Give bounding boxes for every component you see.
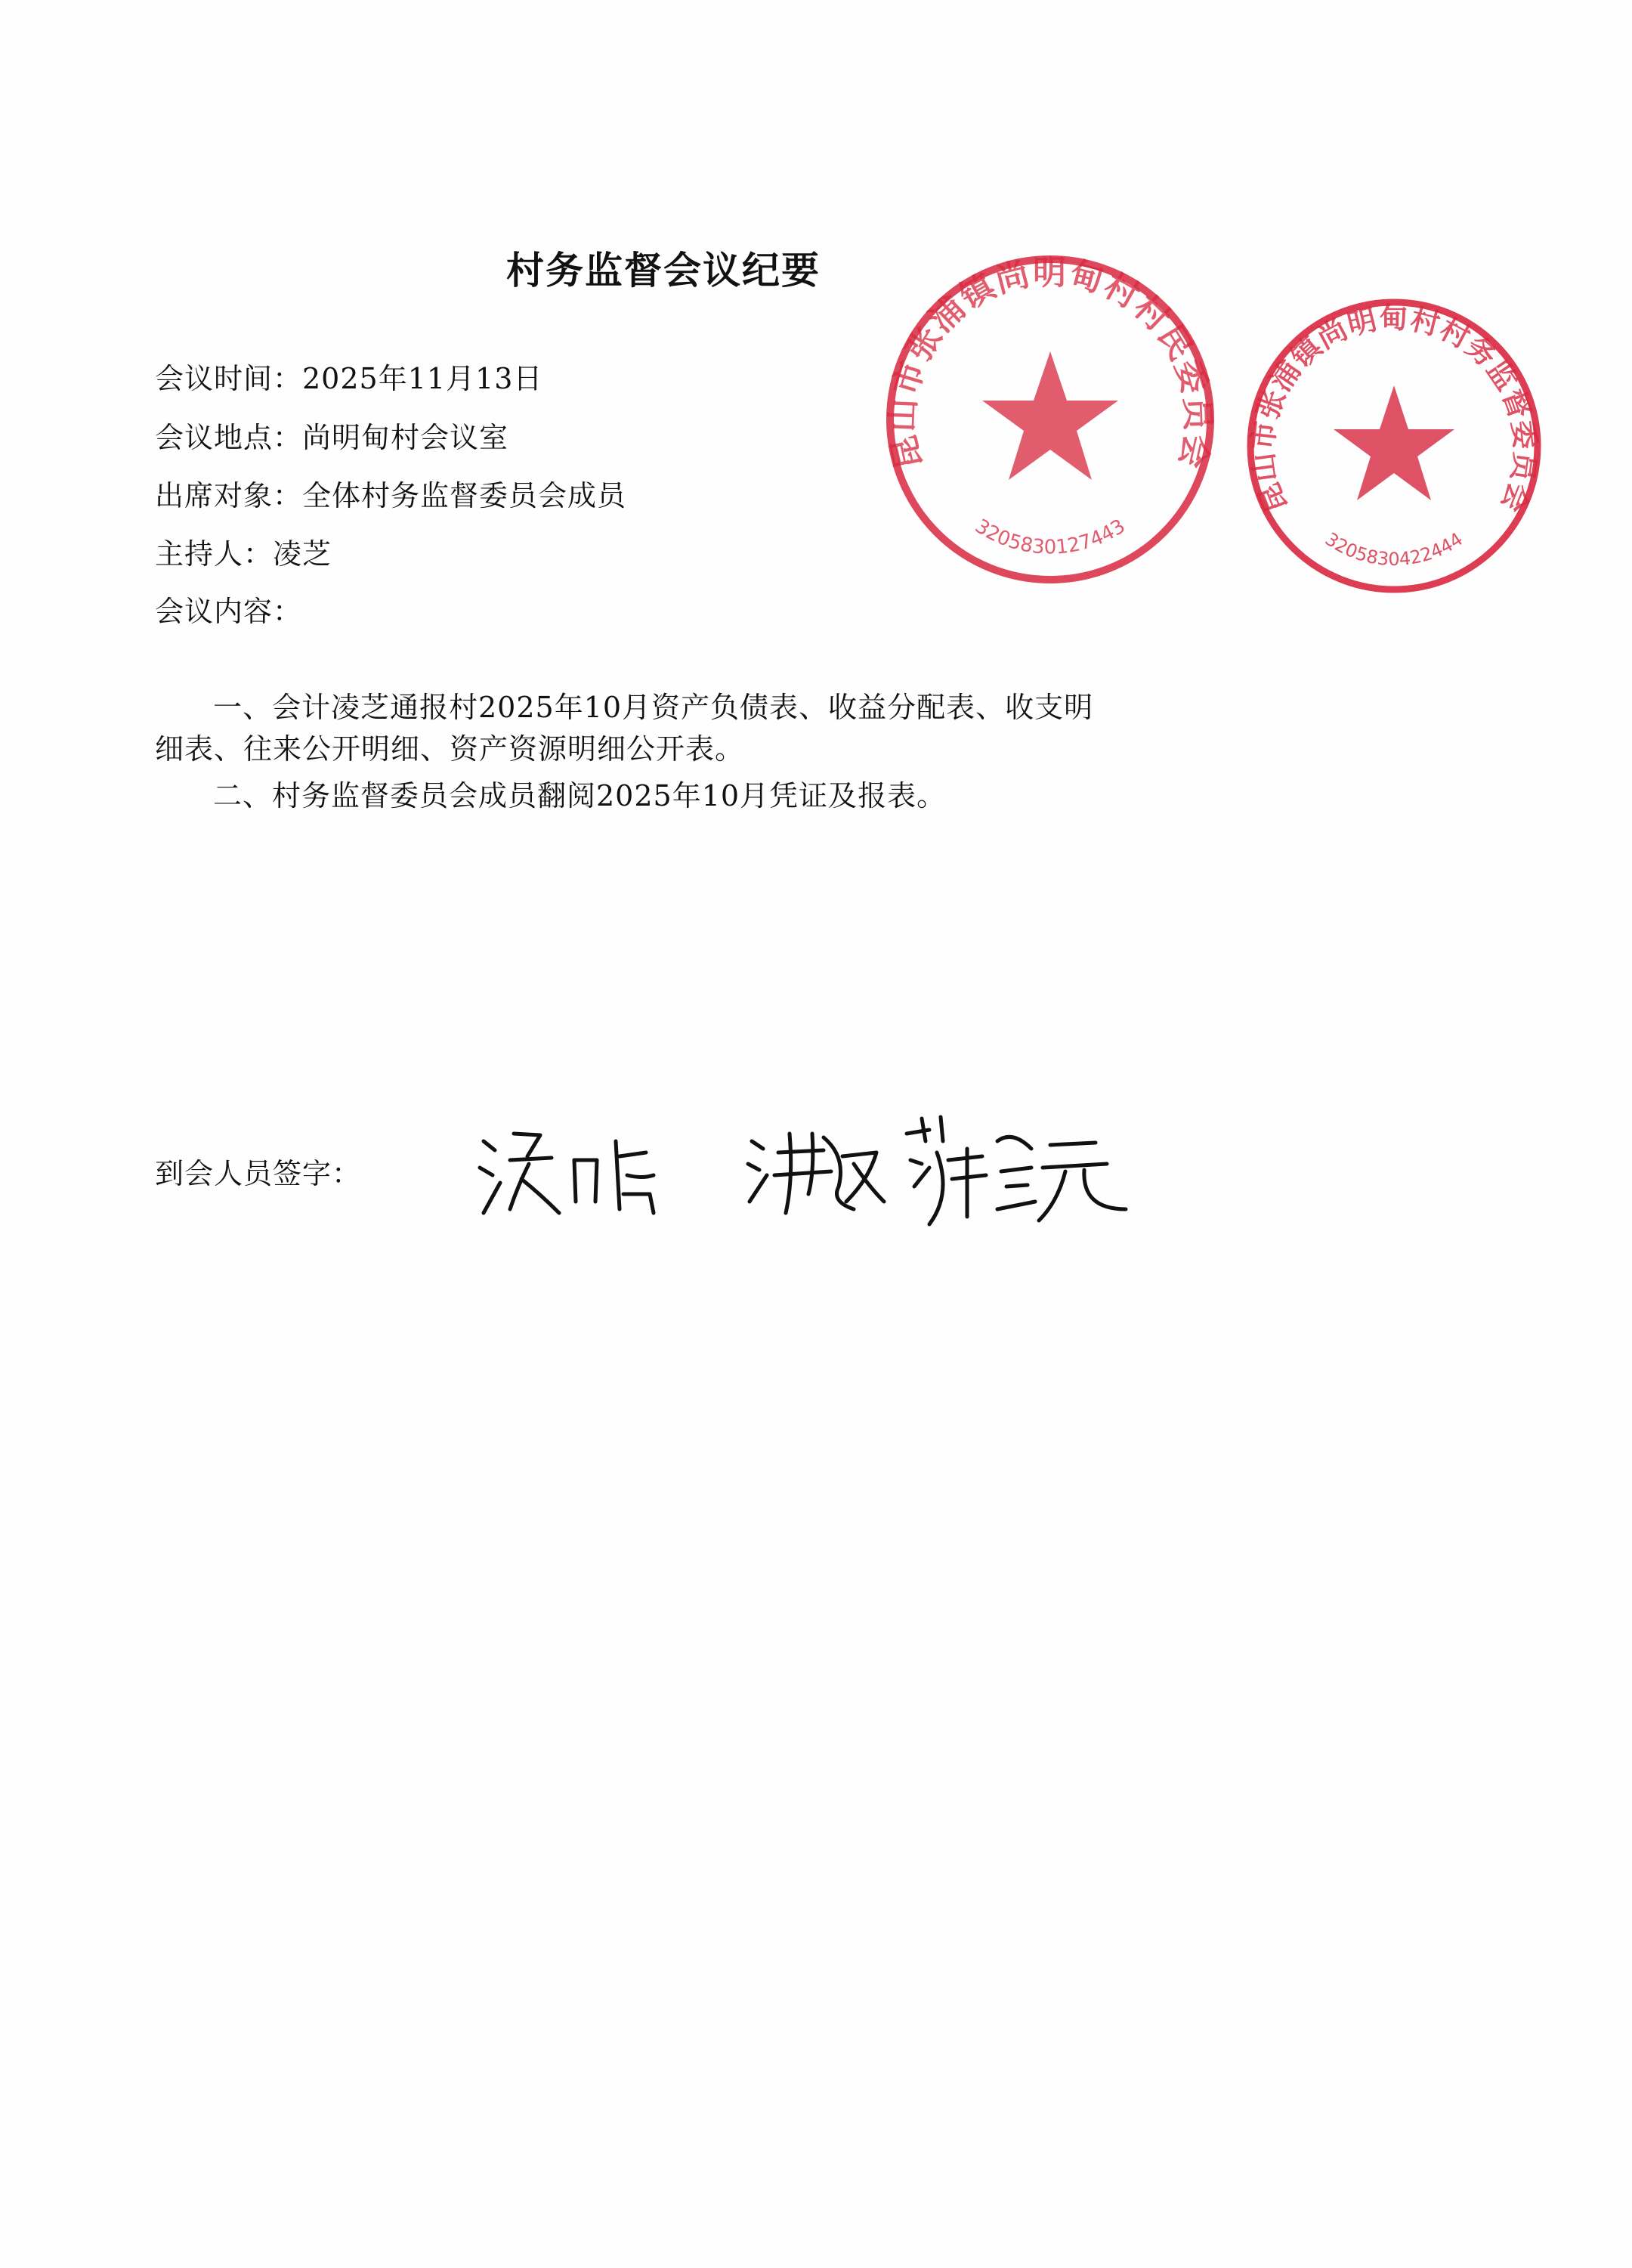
svg-text:3205830127443: 3205830127443: [971, 515, 1130, 559]
village-committee-stamp: [876, 246, 1224, 593]
signature-3: [907, 1117, 1126, 1224]
signature-2: [748, 1134, 884, 1213]
svg-text:昆山市张浦镇尚明甸村村民委员会: 昆山市张浦镇尚明甸村村民委员会: [883, 253, 1217, 473]
meeting-time: 会议时间：2025年11月13日: [155, 362, 543, 395]
content-label: 会议内容：: [155, 595, 303, 628]
signature-1: [480, 1134, 654, 1213]
svg-text:3205830422444: 3205830422444: [1321, 528, 1467, 570]
handwritten-signatures: [468, 1088, 1148, 1239]
attendees: 出席对象：全体村务监督委员会成员: [155, 479, 627, 512]
document-title: 村务监督会议纪要: [506, 248, 821, 292]
meeting-place: 会议地点：尚明甸村会议室: [155, 421, 509, 454]
content-item-2: 二、村务监督委员会成员翻阅2025年10月凭证及报表。: [213, 779, 947, 812]
content-item-1-line-1: 一、会计凌芝通报村2025年10月资产负债表、收益分配表、收支明: [213, 691, 1094, 724]
host: 主持人：凌芝: [155, 537, 332, 571]
signature-label: 到会人员签字：: [155, 1157, 362, 1190]
svg-text:昆山市张浦镇尚明甸村村务监督委员会: 昆山市张浦镇尚明甸村村务监督委员会: [1245, 301, 1543, 518]
content-item-1-line-2: 细表、往来公开明细、资产资源明细公开表。: [155, 732, 745, 766]
supervision-committee-stamp: [1239, 291, 1549, 601]
